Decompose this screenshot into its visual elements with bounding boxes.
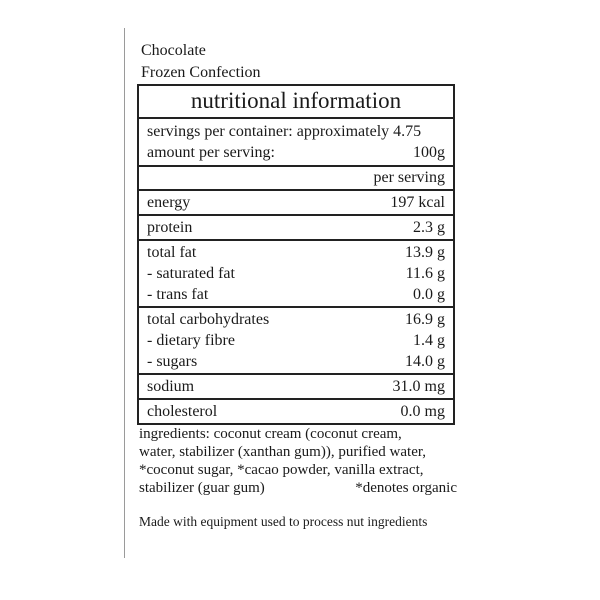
nutrient-value: 14.0 g bbox=[405, 353, 445, 370]
amount-per-serving-value: 100g bbox=[413, 144, 445, 161]
ingredients-line: water, stabilizer (xanthan gum)), purified water, bbox=[139, 444, 427, 460]
serving-info bbox=[139, 119, 453, 167]
nutrient-label: total fat bbox=[147, 244, 197, 261]
ingredients-last-line bbox=[139, 479, 457, 497]
allergen-note: Made with equipment used to process nut ingredients bbox=[139, 514, 428, 529]
nutrient-value: 11.6 g bbox=[405, 265, 445, 282]
panel-title: nutritional information bbox=[139, 86, 453, 119]
ingredients-line: ingredients: coconut cream (coconut cream, bbox=[139, 426, 402, 442]
nutrient-value: 31.0 mg bbox=[392, 378, 445, 395]
energy-group bbox=[139, 191, 453, 216]
nutrient-row-cholesterol bbox=[139, 401, 453, 422]
nutrient-value: 197 kcal bbox=[390, 194, 445, 211]
nutrient-row-sugars bbox=[139, 351, 453, 372]
carbohydrate-group bbox=[139, 308, 453, 375]
nutrient-row-saturated-fat bbox=[139, 263, 453, 284]
nutrient-value: 0.0 g bbox=[413, 286, 445, 303]
nutrition-panel bbox=[137, 84, 455, 425]
protein-group bbox=[139, 216, 453, 241]
nutrient-row-energy bbox=[139, 192, 453, 213]
nutrient-value: 1.4 g bbox=[413, 332, 445, 349]
nutrient-row-sodium bbox=[139, 376, 453, 397]
nutrient-row-total-carbohydrates bbox=[139, 309, 453, 330]
nutrient-row-dietary-fibre bbox=[139, 330, 453, 351]
nutrient-label: - saturated fat bbox=[147, 265, 235, 282]
divider-line bbox=[124, 28, 125, 558]
nutrient-label: energy bbox=[147, 194, 191, 211]
nutrient-label: - dietary fibre bbox=[147, 332, 235, 349]
fat-group bbox=[139, 241, 453, 308]
nutrient-label: cholesterol bbox=[147, 403, 218, 420]
nutrient-value: 16.9 g bbox=[405, 311, 445, 328]
nutrient-label: total carbohydrates bbox=[147, 311, 270, 328]
nutrient-label: sodium bbox=[147, 378, 195, 395]
nutrient-row-protein bbox=[139, 217, 453, 238]
organic-note: *denotes organic bbox=[355, 480, 457, 496]
amount-per-serving-row bbox=[139, 142, 453, 163]
product-name bbox=[141, 40, 261, 84]
nutrient-value: 2.3 g bbox=[413, 219, 445, 236]
servings-per-container-row bbox=[139, 121, 453, 142]
nutrient-label: - trans fat bbox=[147, 286, 209, 303]
column-header: per serving bbox=[373, 169, 445, 186]
nutrient-label: - sugars bbox=[147, 353, 198, 370]
amount-per-serving-label: amount per serving: bbox=[147, 144, 275, 161]
nutrient-label: protein bbox=[147, 219, 193, 236]
product-name-line1: Chocolate bbox=[141, 42, 206, 59]
nutrient-value: 0.0 mg bbox=[400, 403, 445, 420]
sodium-group bbox=[139, 375, 453, 400]
ingredients-list bbox=[139, 425, 457, 497]
product-name-line2: Frozen Confection bbox=[141, 64, 261, 81]
servings-per-container: servings per container: approximately 4.75 bbox=[147, 123, 422, 140]
nutrient-row-total-fat bbox=[139, 242, 453, 263]
nutrient-value: 13.9 g bbox=[405, 244, 445, 261]
column-header-row bbox=[139, 167, 453, 191]
nutrient-row-trans-fat bbox=[139, 284, 453, 305]
ingredients-line: stabilizer (guar gum) bbox=[139, 480, 265, 496]
ingredients-line: *coconut sugar, *cacao powder, vanilla extract, bbox=[139, 462, 424, 478]
cholesterol-group bbox=[139, 400, 453, 423]
